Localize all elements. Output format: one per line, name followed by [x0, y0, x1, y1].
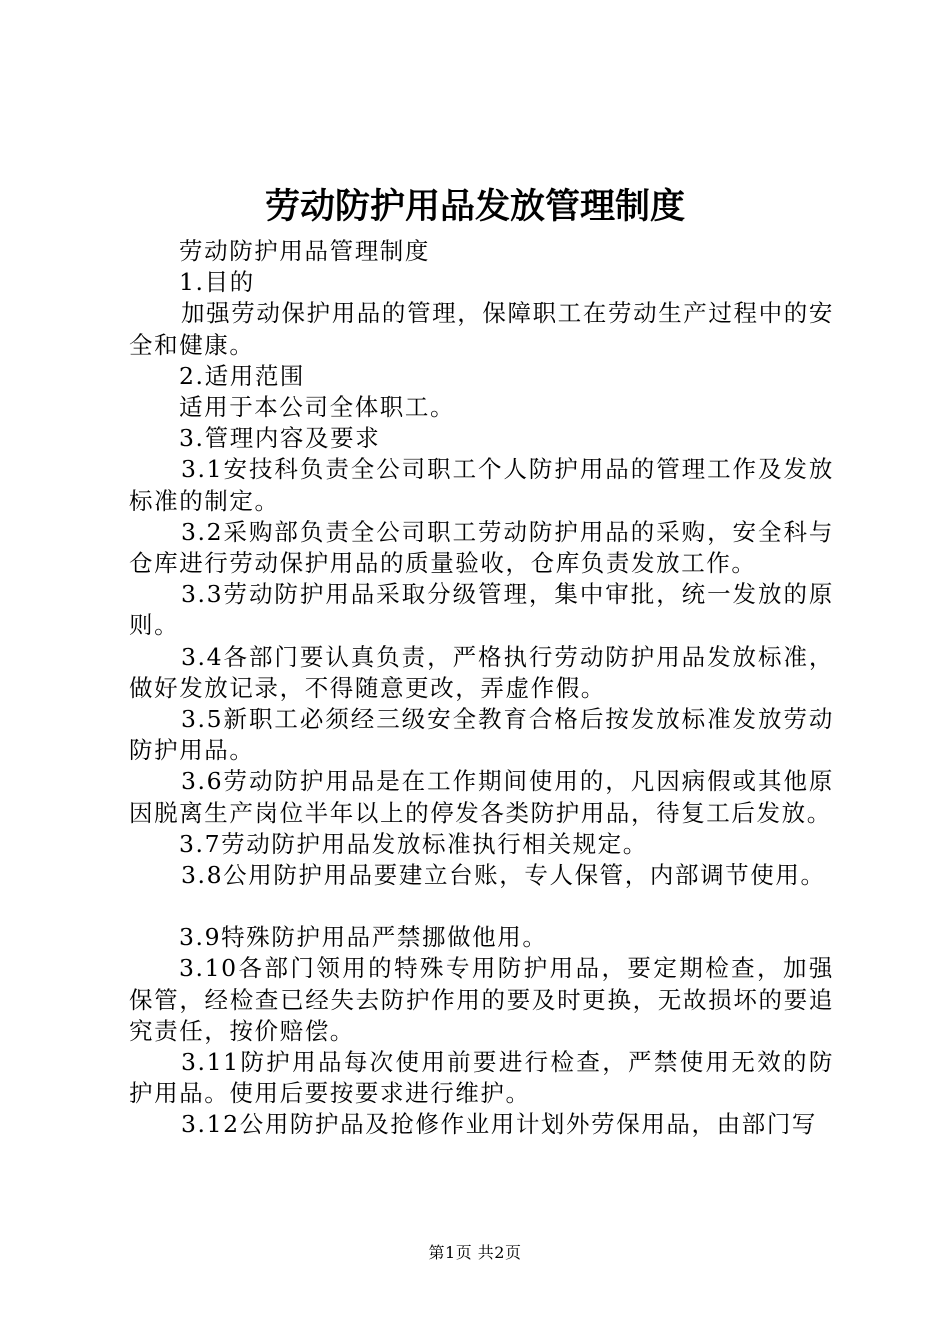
- blank-line: [129, 891, 834, 922]
- document-body: [129, 236, 834, 1141]
- page-number: 第1页 共2页: [428, 1243, 522, 1262]
- clause-3-5: 3.5新职工必须经三级安全教育合格后按发放标准发放劳动防护用品。: [129, 705, 834, 765]
- section-heading-requirements: 3.管理内容及要求: [179, 424, 381, 453]
- clause-3-9: 3.9特殊防护用品严禁挪做他用。: [179, 923, 548, 952]
- clause-3-11: 3.11防护用品每次使用前要进行检查，严禁使用无效的防护用品。使用后要按要求进行维护。: [129, 1048, 834, 1108]
- paragraph-subtitle: 劳动防护用品管理制度: [179, 237, 430, 265]
- clause-3-2: 3.2采购部负责全公司职工劳动防护用品的采购，安全科与仓库进行劳动保护用品的质量验收，仓库负责发放工作。: [129, 517, 834, 578]
- document-title: 劳动防护用品发放管理制度: [264, 186, 685, 227]
- clause-3-4: 3.4各部门要认真负责，严格执行劳动防护用品发放标准，做好发放记录，不得随意更改，弄虚作假。: [129, 642, 834, 702]
- section-heading-scope: 2.适用范围: [179, 361, 306, 390]
- clause-3-8: 3.8公用防护用品要建立台账，专人保管，内部调节使用。: [181, 861, 826, 890]
- clause-3-7: 3.7劳动防护用品发放标准执行相关规定。: [179, 829, 648, 858]
- clause-3-12: 3.12公用防护品及抢修作业用计划外劳保用品，由部门写: [181, 1110, 818, 1139]
- section-heading-purpose: 1.目的: [179, 268, 255, 297]
- clause-3-10: 3.10各部门领用的特殊专用防护用品，要定期检查，加强保管，经检查已经失去防护作用的要及时更换，无故损坏的要追究责任，按价赔偿。: [129, 954, 834, 1045]
- clause-3-6: 3.6劳动防护用品是在工作期间使用的，凡因病假或其他原因脱离生产岗位半年以上的停发各类防护用品，待复工后发放。: [129, 767, 834, 827]
- paragraph-scope: 适用于本公司全体职工。: [179, 393, 456, 422]
- paragraph-purpose: 加强劳动保护用品的管理，保障职工在劳动生产过程中的安全和健康。: [129, 299, 834, 359]
- clause-3-3: 3.3劳动防护用品采取分级管理，集中审批，统一发放的原则。: [129, 580, 834, 640]
- clause-3-1: 3.1安技科负责全公司职工个人防护用品的管理工作及发放标准的制定。: [129, 455, 834, 515]
